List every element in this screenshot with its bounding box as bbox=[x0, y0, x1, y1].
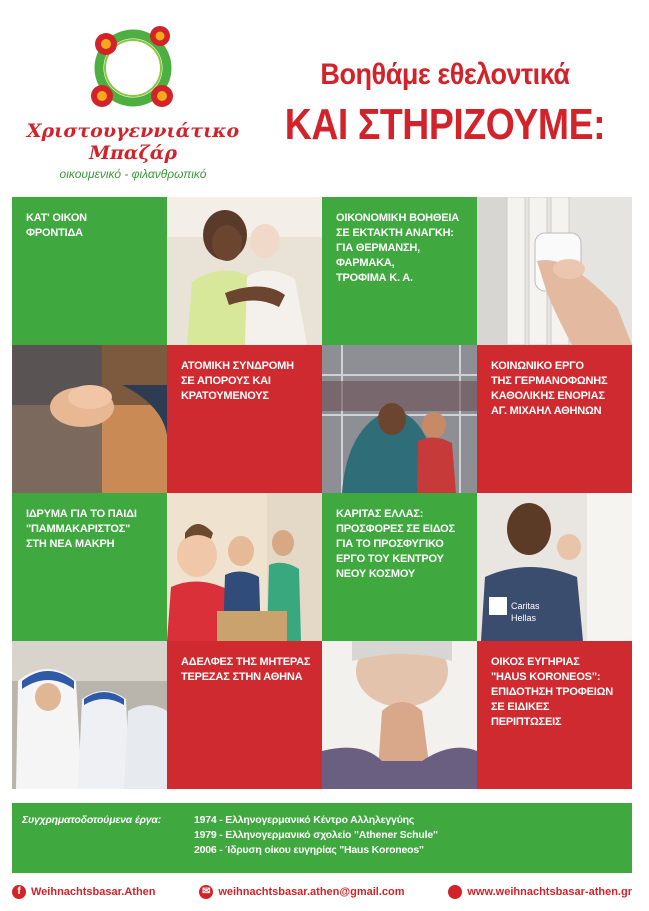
funded-projects-label: Συγχρηματοδοτούμενα έργα: bbox=[22, 814, 162, 826]
service-children-foundation bbox=[12, 493, 167, 641]
service-home-care bbox=[12, 197, 167, 345]
service-emergency-aid bbox=[322, 197, 477, 345]
service-text: ΚΟΙΝΩΝΙΚΟ ΕΡΓΟ ΤΗΣ ΓΕΡΜΑΝΟΦΩΝΗΣ ΚΑΘΟΛΙΚΗΣ ΕΝΟΡΙΑΣ ΑΓ. ΜΙΧΑΗΛ ΑΘΗΝΩΝ bbox=[491, 360, 608, 417]
service-text: ΙΔΡΥΜΑ ΓΙΑ ΤΟ ΠΑΙΔΙ "ΠΑΜΜΑΚΑΡΙΣΤΟΣ" ΣΤΗ ΝΕΑ ΜΑΚΡΗ bbox=[26, 508, 137, 550]
website-link[interactable] bbox=[448, 885, 632, 899]
photo-sisters bbox=[12, 641, 167, 789]
vest-text-hellas: Hellas bbox=[511, 613, 537, 623]
contact-footer bbox=[12, 880, 632, 904]
photo-children-table bbox=[167, 493, 322, 641]
services-grid bbox=[12, 197, 632, 789]
photo-clasped-hands bbox=[12, 345, 167, 493]
service-text: ΚΑΤ' ΟΙΚΟΝ ΦΡΟΝΤΙΔΑ bbox=[26, 212, 87, 239]
funded-project-item: 2006 - Ίδρυση οίκου ευγηρίας "Haus Koroneos" bbox=[194, 844, 424, 856]
service-catholic-parish bbox=[477, 345, 632, 493]
service-text: ΟΙΚΟΝΟΜΙΚΗ ΒΟΗΘΕΙΑ ΣΕ ΕΚΤΑΚΤΗ ΑΝΑΓΚΗ: ΓΙΑ ΘΕΡΜΑΝΣΗ, ΦΑΡΜΑΚΑ, ΤΡΟΦΙΜΑ Κ. Α. bbox=[336, 212, 460, 284]
photo-caritas-volunteer bbox=[477, 493, 632, 641]
headline-line2: ΚΑΙ ΣΤΗΡΙΖΟΥΜΕ: bbox=[284, 100, 606, 149]
facebook-link[interactable] bbox=[12, 885, 156, 899]
website-text: www.weihnachtsbasar-athen.gr bbox=[467, 886, 632, 898]
vest-text-caritas: Caritas bbox=[511, 601, 540, 611]
photo-caregiver-hug bbox=[167, 197, 322, 345]
brand-subtitle: οικουμενικό - φιλανθρωπικό bbox=[59, 167, 207, 181]
service-haus-koroneos bbox=[477, 641, 632, 789]
funded-projects-band bbox=[12, 803, 632, 873]
photo-mother-child bbox=[322, 345, 477, 493]
email-link[interactable] bbox=[199, 885, 404, 899]
brand-title-line2: Μπαζάρ bbox=[88, 142, 178, 164]
service-text: ΑΤΟΜΙΚΗ ΣΥΝΔΡΟΜΗ ΣΕ ΑΠΟΡΟΥΣ ΚΑΙ ΚΡΑΤΟΥΜΕΝΟΥΣ bbox=[181, 360, 294, 402]
service-mother-teresa-sisters bbox=[167, 641, 322, 789]
brand-title bbox=[22, 120, 244, 164]
headline-line1: Βοηθάμε εθελοντικά bbox=[320, 58, 570, 91]
brand-title-line1: Χριστουγεννιάτικο bbox=[26, 120, 240, 142]
email-icon: ✉ bbox=[199, 885, 213, 899]
photo-praying-woman bbox=[322, 641, 477, 789]
funded-projects-list bbox=[194, 813, 438, 858]
facebook-text: Weihnachtsbasar.Athen bbox=[31, 886, 156, 898]
globe-icon bbox=[448, 885, 462, 899]
wreath-logo-icon bbox=[78, 16, 188, 116]
funded-project-item: 1974 - Ελληνογερμανικό Κέντρο Αλληλεγγύης bbox=[194, 814, 415, 826]
service-text: ΑΔΕΛΦΕΣ ΤΗΣ ΜΗΤΕΡΑΣ ΤΕΡΕΖΑΣ ΣΤΗΝ ΑΘΗΝΑ bbox=[181, 656, 311, 683]
bazaar-logo bbox=[78, 16, 188, 116]
service-individual-support bbox=[167, 345, 322, 493]
service-text: ΟΙΚΟΣ ΕΥΓΗΡΙΑΣ "HAUS KORONEOS": ΕΠΙΔΟΤΗΣΗ ΤΡΟΦΕΙΩΝ ΣΕ ΕΙΔΙΚΕΣ ΠΕΡΙΠΤΩΣΕΙΣ bbox=[491, 656, 613, 728]
service-caritas-hellas bbox=[322, 493, 477, 641]
funded-project-item: 1979 - Ελληνογερμανικό σχολείο "Athener Schule" bbox=[194, 829, 438, 841]
email-text: weihnachtsbasar.athen@gmail.com bbox=[218, 886, 405, 898]
facebook-icon: f bbox=[12, 885, 26, 899]
service-text: ΚΑΡΙΤΑΣ ΕΛΛΑΣ: ΠΡΟΣΦΟΡΕΣ ΣΕ ΕΙΔΟΣ ΓΙΑ ΤΟ ΠΡΟΣΦΥΓΙΚΟ ΕΡΓΟ ΤΟΥ ΚΕΝΤΡΟΥ ΝΕΟΥ ΚΟΣΜΟΥ bbox=[336, 508, 455, 580]
photo-radiator-thermostat bbox=[477, 197, 632, 345]
